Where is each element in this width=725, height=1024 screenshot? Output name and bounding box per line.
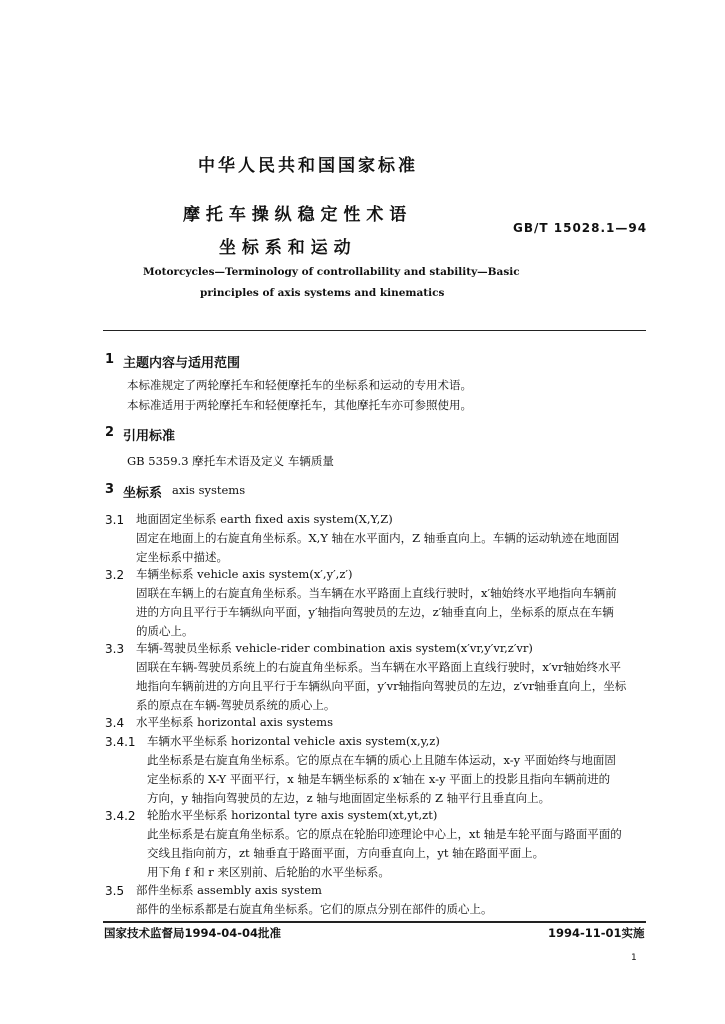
footer-rule bbox=[103, 921, 646, 923]
section-3-4-1-line-3: 方向，y 轴指向驾驶员的左边，z 轴与地面固定坐标系的 Z 轴平行且垂直向上。 bbox=[147, 791, 551, 805]
section-3-1-number: 3.1 bbox=[105, 513, 125, 527]
english-title-line1: Motorcycles—Terminology of controllability and stability—Basic bbox=[143, 266, 520, 278]
section-3-1-line-1: 固定在地面上的右旋直角坐标系。X,Y 轴在水平面内，Z 轴垂直向上。车辆的运动轨迹在地面固 bbox=[136, 531, 620, 545]
section-3-4-number: 3.4 bbox=[105, 716, 125, 730]
section-3-2-number: 3.2 bbox=[105, 568, 125, 582]
effective-date: 1994-11-01实施 bbox=[548, 926, 645, 940]
section-3-5-number: 3.5 bbox=[105, 884, 125, 898]
section-3-4-1-line-2: 定坐标系的 X-Y 平面平行，x 轴是车辆坐标系的 x′轴在 x-y 平面上的投影且指向车辆前进的 bbox=[147, 772, 611, 786]
section-1-number: 1 bbox=[105, 352, 115, 367]
section-1-paragraph-1: 本标准规定了两轮摩托车和轻便摩托车的坐标系和运动的专用术语。 bbox=[127, 378, 472, 392]
section-3-4-1-number: 3.4.1 bbox=[105, 735, 136, 749]
section-3-4-2-line-3: 用下角 f 和 r 来区别前、后轮胎的水平坐标系。 bbox=[147, 865, 390, 879]
section-3-4-2-line-2: 交线且指向前方，zt 轴垂直于路面平面，方向垂直向上，yt 轴在路面平面上。 bbox=[147, 846, 545, 860]
section-3-3-title: 车辆-驾驶员坐标系 vehicle-rider combination axis system(x′vr,y′vr,z′vr) bbox=[136, 641, 533, 655]
section-3-title: 坐标系 bbox=[123, 486, 163, 501]
issuer-approval: 国家技术监督局1994-04-04批准 bbox=[104, 926, 282, 940]
section-3-1-line-2: 定坐标系中描述。 bbox=[136, 550, 228, 564]
section-3-3-line-2: 地指向车辆前进的方向且平行于车辆纵向平面，y′vr轴指向驾驶员的左边，z′vr轴垂直向上，坐标 bbox=[136, 679, 627, 693]
section-3-5-line-1: 部件的坐标系都是右旋直角坐标系。它们的原点分别在部件的质心上。 bbox=[136, 902, 493, 916]
section-2-number: 2 bbox=[105, 425, 115, 440]
page-number: 1 bbox=[631, 953, 637, 963]
section-3-4-1-title: 车辆水平坐标系 horizontal vehicle axis system(x,y,z) bbox=[147, 734, 440, 748]
header-rule bbox=[103, 330, 646, 331]
section-3-4-2-line-1: 此坐标系是右旋直角坐标系。它的原点在轮胎印迹理论中心上，xt 轴是车轮平面与路面平面的 bbox=[147, 827, 622, 841]
section-3-2-line-1: 固联在车辆上的右旋直角坐标系。当车辆在水平路面上直线行驶时，x′轴始终水平地指向车辆前 bbox=[136, 586, 617, 600]
section-1-title: 主题内容与适用范围 bbox=[123, 356, 241, 371]
section-3-2-line-2: 进的方向且平行于车辆纵向平面，y′轴指向驾驶员的左边，z′轴垂直向上，坐标系的原点在车辆 bbox=[136, 605, 614, 619]
document-title-line1: 摩 托 车 操 纵 稳 定 性 术 语 bbox=[183, 205, 407, 225]
section-2-reference: GB 5359.3 摩托车术语及定义 车辆质量 bbox=[127, 454, 334, 468]
section-3-2-title: 车辆坐标系 vehicle axis system(x′,y′,z′) bbox=[136, 567, 353, 581]
section-3-5-title: 部件坐标系 assembly axis system bbox=[136, 883, 322, 897]
section-3-3-number: 3.3 bbox=[105, 642, 125, 656]
section-1-paragraph-2: 本标准适用于两轮摩托车和轻便摩托车，其他摩托车亦可参照使用。 bbox=[127, 398, 472, 412]
section-3-3-line-3: 系的原点在车辆-驾驶员系统的质心上。 bbox=[136, 698, 336, 712]
section-3-number: 3 bbox=[105, 482, 115, 497]
section-3-title-en: axis systems bbox=[172, 483, 246, 497]
section-3-4-2-number: 3.4.2 bbox=[105, 809, 136, 823]
english-title-line2: principles of axis systems and kinematics bbox=[200, 287, 445, 299]
section-3-1-title: 地面固定坐标系 earth fixed axis system(X,Y,Z) bbox=[136, 512, 393, 526]
section-3-2-line-3: 的质心上。 bbox=[136, 624, 194, 638]
issuing-country-standard: 中华人民共和国国家标准 bbox=[198, 156, 418, 176]
section-2-title: 引用标准 bbox=[123, 429, 176, 444]
section-3-4-1-line-1: 此坐标系是右旋直角坐标系。它的原点在车辆的质心上且随车体运动，x-y 平面始终与地面固 bbox=[147, 753, 616, 767]
section-3-4-title: 水平坐标系 horizontal axis systems bbox=[136, 715, 333, 729]
section-3-4-2-title: 轮胎水平坐标系 horizontal tyre axis system(xt,yt,zt) bbox=[147, 808, 438, 822]
section-3-3-line-1: 固联在车辆-驾驶员系统上的右旋直角坐标系。当车辆在水平路面上直线行驶时，x′vr轴始终水平 bbox=[136, 660, 621, 674]
document-title-line2: 坐 标 系 和 运 动 bbox=[219, 238, 351, 258]
standard-number: GB/T 15028.1—94 bbox=[513, 221, 648, 235]
